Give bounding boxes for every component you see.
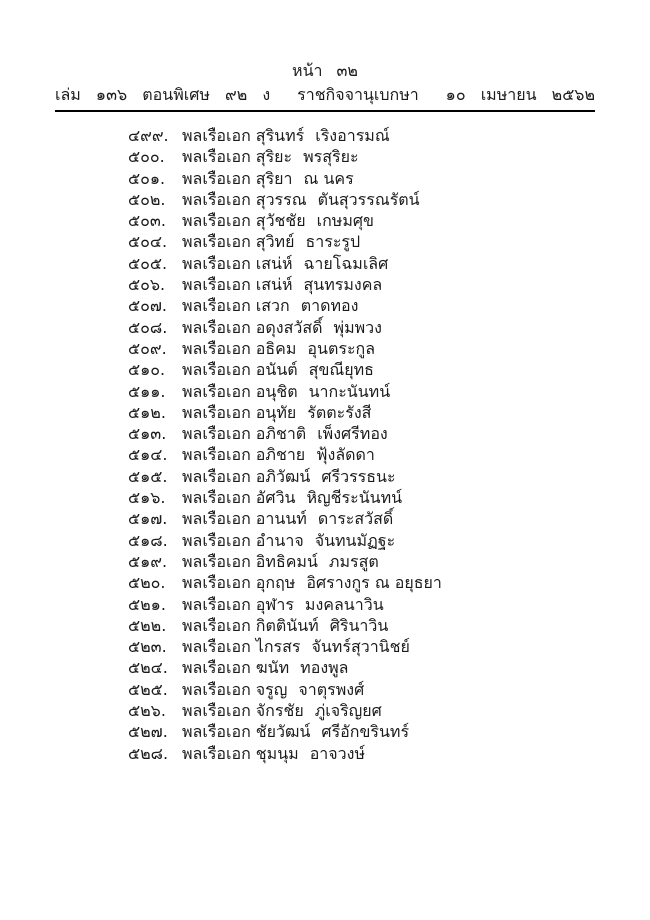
entry-rank: พลเรือเอก — [182, 253, 251, 273]
entry-given-name: ชัยวัฒน์ — [255, 722, 311, 742]
entry-number: ๕๒๔. — [128, 658, 168, 678]
entry-surname: นากะนันทน์ — [308, 381, 391, 401]
list-item — [128, 508, 442, 529]
entry-number: ๕๑๔. — [128, 445, 168, 465]
date-year: ๒๕๖๒ — [551, 85, 595, 104]
entry-rank: พลเรือเอก — [182, 402, 251, 422]
entry-surname: ภู่เจริญยศ — [314, 701, 382, 721]
entry-rank: พลเรือเอก — [182, 296, 251, 316]
entry-number: ๕๒๖. — [128, 701, 166, 721]
entry-rank: พลเรือเอก — [182, 722, 251, 742]
list-item — [128, 487, 442, 508]
entry-given-name: เสน่ห์ — [255, 275, 293, 295]
entry-number: ๕๒๓. — [128, 637, 167, 657]
entry-given-name: อำนาจ — [255, 530, 304, 550]
entry-number: ๕๒๕. — [128, 679, 168, 699]
list-item — [128, 274, 442, 295]
list-item — [128, 210, 442, 231]
page-number-line — [55, 60, 595, 82]
entry-given-name: อนุทัย — [255, 402, 297, 422]
entry-surname: เกษมศุข — [316, 211, 374, 231]
entry-given-name: อดุงสวัสดิ์ — [255, 317, 323, 337]
entry-number: ๕๑๕. — [128, 466, 168, 486]
entry-surname: หิญชีระนันทน์ — [306, 488, 403, 508]
list-item — [128, 338, 442, 359]
entry-given-name: เสน่ห์ — [255, 253, 293, 273]
list-item — [128, 146, 442, 167]
list-item — [128, 594, 442, 615]
list-item — [128, 168, 442, 189]
entry-number: ๕๑๙. — [128, 551, 168, 571]
entry-rank: พลเรือเอก — [182, 743, 251, 763]
entry-surname: ดาระสวัสดิ์ — [317, 509, 394, 529]
entry-rank: พลเรือเอก — [182, 679, 251, 699]
entry-number: ๕๐๒. — [128, 189, 166, 209]
gazette-title: ราชกิจจานุเบกษา — [297, 85, 419, 104]
entry-surname: เพ็งศรีทอง — [317, 424, 388, 444]
list-item — [128, 657, 442, 678]
entry-number: ๕๑๒. — [128, 402, 166, 422]
entry-surname: ทองพูล — [300, 658, 349, 678]
date-month: เมษายน — [480, 85, 537, 104]
entry-number: ๕๐๖. — [128, 275, 166, 295]
issue-number: ๙๒ — [225, 85, 248, 104]
list-item — [128, 359, 442, 380]
header-divider-rule — [55, 110, 595, 112]
issue-date — [446, 83, 595, 107]
entry-surname: สุนทรมงคล — [303, 275, 383, 295]
entry-number: ๕๒๗. — [128, 722, 168, 742]
entry-surname: พรสุริยะ — [303, 147, 359, 167]
entry-surname: สุขณียุทธ — [308, 360, 374, 380]
entry-surname: มงคลนาวิน — [304, 594, 384, 614]
list-item — [128, 423, 442, 444]
list-item — [128, 381, 442, 402]
entry-given-name: อานนท์ — [255, 509, 307, 529]
list-item — [128, 572, 442, 593]
entry-number: ๕๑๗. — [128, 509, 168, 529]
issue-label: ตอนพิเศษ — [142, 85, 210, 104]
list-item — [128, 125, 442, 146]
entry-surname: ธาระรูป — [305, 232, 361, 252]
entry-rank: พลเรือเอก — [182, 701, 251, 721]
entry-given-name: อภิชาติ — [255, 424, 307, 444]
volume-info — [55, 83, 270, 107]
list-item — [128, 231, 442, 252]
entry-number: ๕๐๓. — [128, 211, 166, 231]
entry-number: ๕๐๘. — [128, 317, 168, 337]
entry-surname: ศรีอักขรินทร์ — [321, 722, 410, 742]
entry-number: ๕๑๑. — [128, 381, 166, 401]
entry-given-name: สุวรรณ — [255, 189, 307, 209]
header-meta-line — [55, 83, 595, 107]
entry-surname: ภมรสูต — [328, 551, 379, 571]
list-item — [128, 636, 442, 657]
entry-number: ๕๐๗. — [128, 296, 167, 316]
list-item — [128, 295, 442, 316]
entry-given-name: อนันต์ — [255, 360, 298, 380]
list-item — [128, 721, 442, 742]
list-item — [128, 679, 442, 700]
entry-surname: รัตตะรังสี — [307, 402, 372, 422]
list-item — [128, 444, 442, 465]
entry-rank: พลเรือเอก — [182, 594, 251, 614]
entry-rank: พลเรือเอก — [182, 658, 251, 678]
entry-surname: ฉายโฉมเลิศ — [303, 253, 389, 273]
list-item — [128, 615, 442, 636]
entry-number: ๕๐๔. — [128, 232, 168, 252]
entry-given-name: เสวก — [255, 296, 290, 316]
entry-number: ๕๒๒. — [128, 615, 167, 635]
entry-number: ๕๐๙. — [128, 338, 167, 358]
list-item — [128, 530, 442, 551]
entry-rank: พลเรือเอก — [182, 147, 251, 167]
list-item — [128, 402, 442, 423]
entry-given-name: ไกรสร — [255, 637, 301, 657]
entry-given-name: ชุมนุม — [255, 743, 299, 763]
entry-given-name: อัศวิน — [255, 488, 296, 508]
entry-surname: จันทร์สุวานิชย์ — [311, 637, 410, 657]
entry-rank: พลเรือเอก — [182, 338, 251, 358]
list-item — [128, 700, 442, 721]
entry-surname: อาจวงษ์ — [309, 743, 365, 763]
date-day: ๑๐ — [445, 85, 466, 104]
entry-given-name: กิตตินันท์ — [255, 615, 319, 635]
entry-number: ๕๐๕. — [128, 253, 168, 273]
entry-rank: พลเรือเอก — [182, 551, 251, 571]
entry-rank: พลเรือเอก — [182, 488, 251, 508]
entry-rank: พลเรือเอก — [182, 637, 251, 657]
entry-surname: จาตุรพงศ์ — [298, 679, 365, 699]
entry-surname: พุ่มพวง — [333, 317, 382, 337]
list-item — [128, 743, 442, 764]
entry-rank: พลเรือเอก — [182, 189, 251, 209]
entry-given-name: สุวัชชัย — [255, 211, 306, 231]
entry-given-name: อุฬาร — [255, 594, 294, 614]
entry-given-name: อภิวัฒน์ — [255, 466, 311, 486]
entry-number: ๕๐๐. — [128, 147, 165, 167]
entry-rank: พลเรือเอก — [182, 615, 251, 635]
entry-rank: พลเรือเอก — [182, 424, 251, 444]
entry-surname: ตันสุวรรณรัตน์ — [317, 189, 420, 209]
entry-rank: พลเรือเอก — [182, 232, 251, 252]
entry-given-name: จักรชัย — [255, 701, 304, 721]
entry-rank: พลเรือเอก — [182, 275, 251, 295]
entry-number: ๕๑๐. — [128, 360, 166, 380]
entry-given-name: สุริยะ — [255, 147, 293, 167]
volume-label: เล่ม — [55, 85, 81, 104]
volume-number: ๑๓๖ — [95, 85, 128, 104]
entry-number: ๕๑๓. — [128, 424, 167, 444]
entry-rank: พลเรือเอก — [182, 168, 251, 188]
entry-given-name: อภิชาย — [255, 445, 306, 465]
entry-given-name: อนุชิต — [255, 381, 298, 401]
list-item — [128, 189, 442, 210]
entry-number: ๕๒๑. — [128, 594, 166, 614]
entry-number: ๔๙๙. — [128, 126, 169, 145]
entry-rank: พลเรือเอก — [182, 211, 251, 231]
entry-rank: พลเรือเอก — [182, 126, 251, 145]
entry-number: ๕๑๘. — [128, 530, 168, 550]
entry-rank: พลเรือเอก — [182, 466, 251, 486]
entry-given-name: สุรินทร์ — [255, 126, 305, 145]
entry-surname: ตาดทอง — [300, 296, 359, 316]
entry-given-name: สุวิทย์ — [255, 232, 295, 252]
entry-given-name: สุริยา — [255, 168, 293, 188]
entry-given-name: ฆนัท — [255, 658, 290, 678]
entry-surname: อุนตระกูล — [307, 338, 376, 358]
entry-given-name: อิทธิคมน์ — [255, 551, 318, 571]
entry-surname: ศิรินาวิน — [329, 615, 389, 635]
list-item — [128, 551, 442, 572]
entry-rank: พลเรือเอก — [182, 445, 251, 465]
name-list — [128, 125, 442, 764]
list-item — [128, 466, 442, 487]
entry-rank: พลเรือเอก — [182, 317, 251, 337]
entry-surname: อิศรางกูร ณ อยุธยา — [306, 573, 442, 593]
list-item — [128, 317, 442, 338]
page-label: หน้า — [292, 61, 323, 80]
entry-number: ๕๒๘. — [128, 743, 169, 763]
entry-rank: พลเรือเอก — [182, 509, 251, 529]
entry-surname: ณ นคร — [303, 168, 354, 188]
entry-number: ๕๐๑. — [128, 168, 166, 188]
page-header — [55, 60, 595, 107]
list-item — [128, 253, 442, 274]
entry-given-name: อธิคม — [255, 338, 297, 358]
section-letter: ง — [262, 85, 271, 104]
entry-surname: จันทนมัฏฐะ — [314, 530, 396, 550]
entry-rank: พลเรือเอก — [182, 360, 251, 380]
entry-number: ๕๑๖. — [128, 488, 166, 508]
entry-number: ๕๒๐. — [128, 573, 166, 593]
entry-surname: เริงอารมณ์ — [315, 126, 390, 145]
entry-rank: พลเรือเอก — [182, 381, 251, 401]
entry-rank: พลเรือเอก — [182, 530, 251, 550]
entry-given-name: อุกฤษ — [255, 573, 296, 593]
entry-given-name: จรูญ — [255, 679, 288, 699]
entry-surname: ฟุ้งลัดดา — [316, 445, 375, 465]
entry-rank: พลเรือเอก — [182, 573, 251, 593]
entry-surname: ศรีวรรธนะ — [321, 466, 396, 486]
page-number: ๓๒ — [336, 61, 358, 80]
